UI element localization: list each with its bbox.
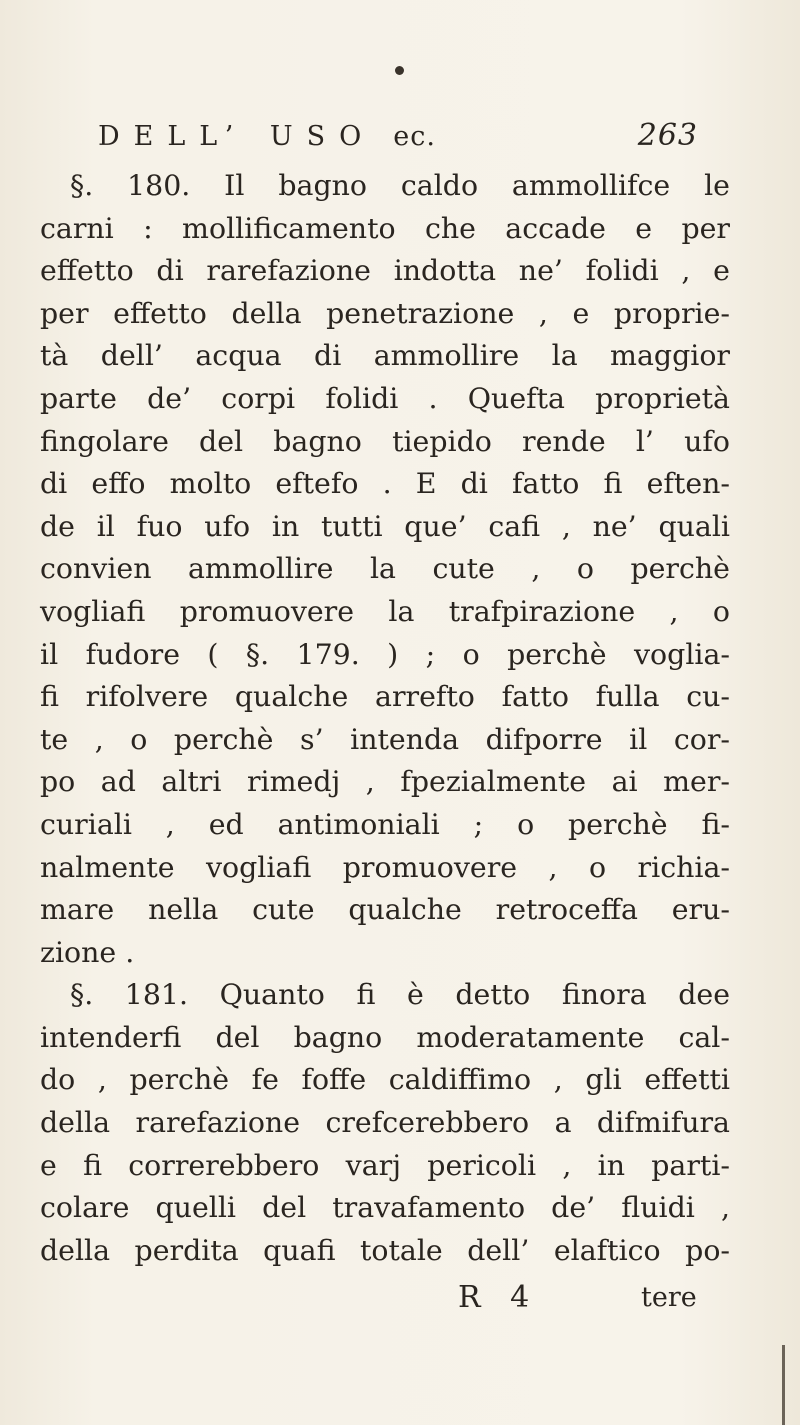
text-line: po ad altri rimedj , fpezialmente ai mer- bbox=[40, 765, 730, 799]
catchword: tere bbox=[641, 1282, 697, 1313]
text-line: te , o perchè s’ intenda difporre il cor- bbox=[40, 722, 730, 756]
text-line: zione . bbox=[40, 935, 135, 969]
text-line: intenderfi del bagno moderatamente cal- bbox=[40, 1020, 730, 1054]
text-line: vogliafi promuovere la trafpirazione , o bbox=[40, 594, 730, 628]
running-head-text bbox=[98, 121, 436, 152]
text-line: parte de’ corpi folidi . Quefta proprietà bbox=[40, 381, 730, 415]
text-line: §. 180. Il bagno caldo ammollifce le bbox=[70, 169, 730, 202]
body-text bbox=[40, 165, 730, 1272]
text-line: effetto di rarefazione indotta ne’ folidi , e bbox=[40, 254, 730, 288]
text-line: fi rifolvere qualche arrefto fatto fulla cu- bbox=[40, 680, 730, 714]
text-line: della perdita quafi totale dell’ elaftico po- bbox=[40, 1233, 730, 1267]
text-line: fingolare del bagno tiepido rende l’ ufo bbox=[40, 424, 730, 458]
text-line: carni : mollificamento che accade e per bbox=[40, 211, 730, 245]
text-line: §. 181. Quanto fi è detto finora dee bbox=[70, 978, 730, 1012]
text-line: e fi correrebbero varj pericoli , in parti- bbox=[40, 1148, 730, 1182]
running-head bbox=[98, 118, 698, 153]
text-line: nalmente vogliafi promuovere , o richia- bbox=[40, 850, 730, 884]
running-head-title: DELL’ USO bbox=[98, 121, 376, 152]
text-line: colare quelli del travafamento de’ fluidi , bbox=[40, 1191, 730, 1225]
page-edge-mark bbox=[782, 1345, 785, 1425]
text-line: per effetto della penetrazione , e proprie- bbox=[40, 296, 730, 330]
text-line: della rarefazione crefcerebbero a difmifura bbox=[40, 1106, 730, 1140]
text-line: de il fuo ufo in tutti que’ cafi , ne’ quali bbox=[40, 509, 730, 543]
text-line: curiali , ed antimoniali ; o perchè fi- bbox=[40, 807, 730, 841]
text-line: convien ammollire la cute , o perchè bbox=[40, 552, 730, 586]
text-line: il fudore ( §. 179. ) ; o perchè voglia- bbox=[40, 637, 730, 671]
ink-dot bbox=[395, 66, 404, 75]
text-line: di effo molto eftefo . E di fatto fi eften- bbox=[40, 467, 730, 501]
page-number: 263 bbox=[637, 118, 698, 153]
signature-mark: R 4 bbox=[458, 1280, 540, 1315]
text-line: do , perchè fe foffe caldiffimo , gli effetti bbox=[40, 1063, 730, 1097]
running-head-ec: ec. bbox=[393, 121, 436, 152]
text-line: tà dell’ acqua di ammollire la maggior bbox=[40, 339, 730, 373]
text-line: mare nella cute qualche retroceffa eru- bbox=[40, 893, 730, 927]
